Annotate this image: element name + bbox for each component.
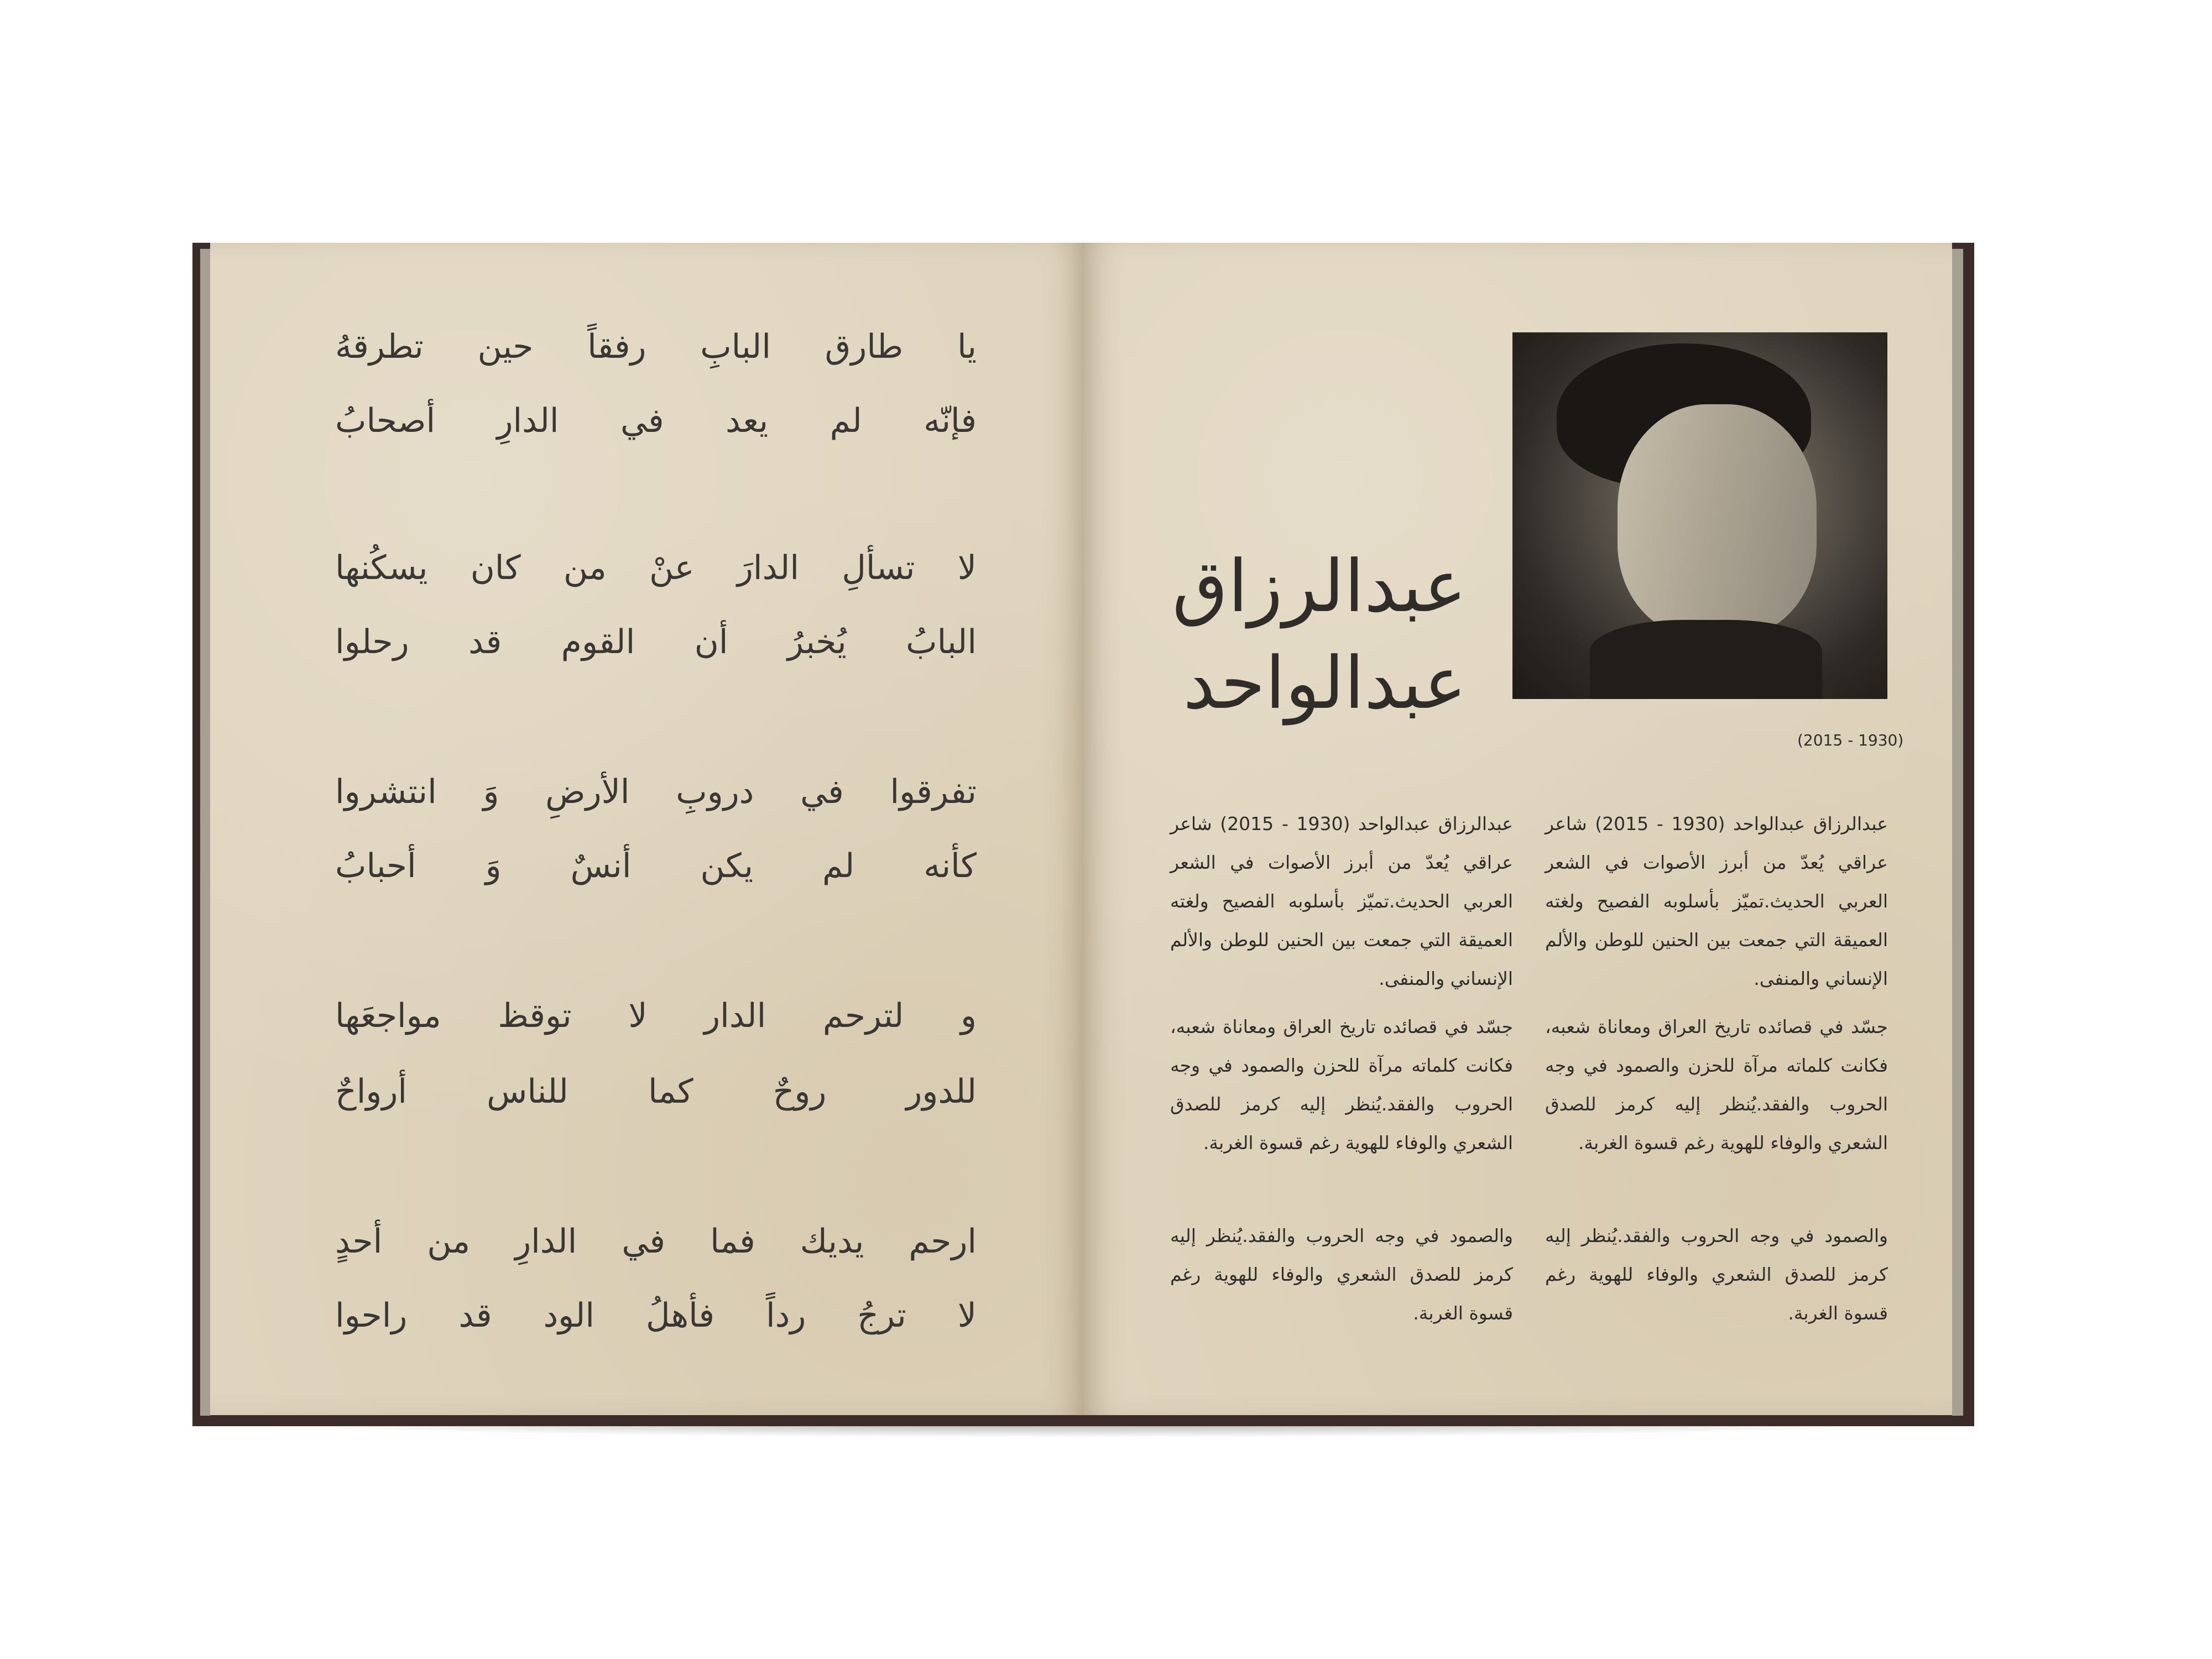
poet-dates: (2015 - 1930) xyxy=(1797,731,1904,749)
poet-name-line1: عبدالرزاق xyxy=(1172,544,1467,628)
bio-paragraph: والصمود في وجه الحروب والفقد.يُنظر إليه كرمز للصدق الشعري والوفاء للهوية رغم قسوة الغربة. xyxy=(1170,1225,1513,1324)
page-edges-right xyxy=(1952,249,1963,1416)
poem-line: ارحم يديك فما في الدارِ من أحدٍ xyxy=(335,1222,977,1261)
bio-paragraph: جسّد في قصائده تاريخ العراق ومعاناة شعبه، فكانت كلماته مرآة للحزن والصمود في وجه الحروب والفقد.يُنظر إليه كرمز للصدق الشعري والوفاء للهوية رغم قسوة الغربة. xyxy=(1170,1016,1513,1154)
poet-name-line2: عبدالواحد xyxy=(1183,641,1467,725)
page-edges-left xyxy=(200,249,210,1416)
poem-line: للدور روحٌ كما للناس أرواحٌ xyxy=(335,1072,977,1111)
bio-paragraph: عبدالرزاق عبدالواحد (1930 - 2015) شاعر عراقي يُعدّ من أبرز الأصوات في الشعر العربي الحديث.تميّز بأسلوبه الفصيح ولغته العميقة التي جمعت بين الحنين للوطن والألم الإنساني والمنفى. xyxy=(1545,813,1888,989)
poem-line: و لترحم الدار لا توقظ مواجعَها xyxy=(335,997,977,1035)
poem-line: لا تسألِ الدارَ عنْ من كان يسكُنها xyxy=(335,549,977,587)
poet-portrait-photo xyxy=(1512,332,1887,699)
poem-line: فإنّه لم يعد في الدارِ أصحابُ xyxy=(335,401,977,440)
bio-paragraph: عبدالرزاق عبدالواحد (1930 - 2015) شاعر عراقي يُعدّ من أبرز الأصوات في الشعر العربي الحديث.تميّز بأسلوبه الفصيح ولغته العميقة التي جمعت بين الحنين للوطن والألم الإنساني والمنفى. xyxy=(1170,813,1513,989)
bio-paragraph: والصمود في وجه الحروب والفقد.يُنظر إليه كرمز للصدق الشعري والوفاء للهوية رغم قسوة الغربة. xyxy=(1545,1225,1888,1324)
poem-line: كأنه لم يكن أنسٌ وَ أحبابُ xyxy=(335,847,977,885)
bio-paragraph: جسّد في قصائده تاريخ العراق ومعاناة شعبه، فكانت كلماته مرآة للحزن والصمود في وجه الحروب والفقد.يُنظر إليه كرمز للصدق الشعري والوفاء للهوية رغم قسوة الغربة. xyxy=(1545,1016,1888,1154)
poem-line: لا ترجُ رداً فأهلُ الود قد راحوا xyxy=(335,1296,977,1335)
poem-line: البابُ يُخبرُ أن القوم قد رحلوا xyxy=(335,623,977,661)
poem-line: تفرقوا في دروبِ الأرضِ وَ انتشروا xyxy=(335,773,977,811)
poem-line: يا طارق البابِ رفقاً حين تطرقهُ xyxy=(335,327,977,366)
